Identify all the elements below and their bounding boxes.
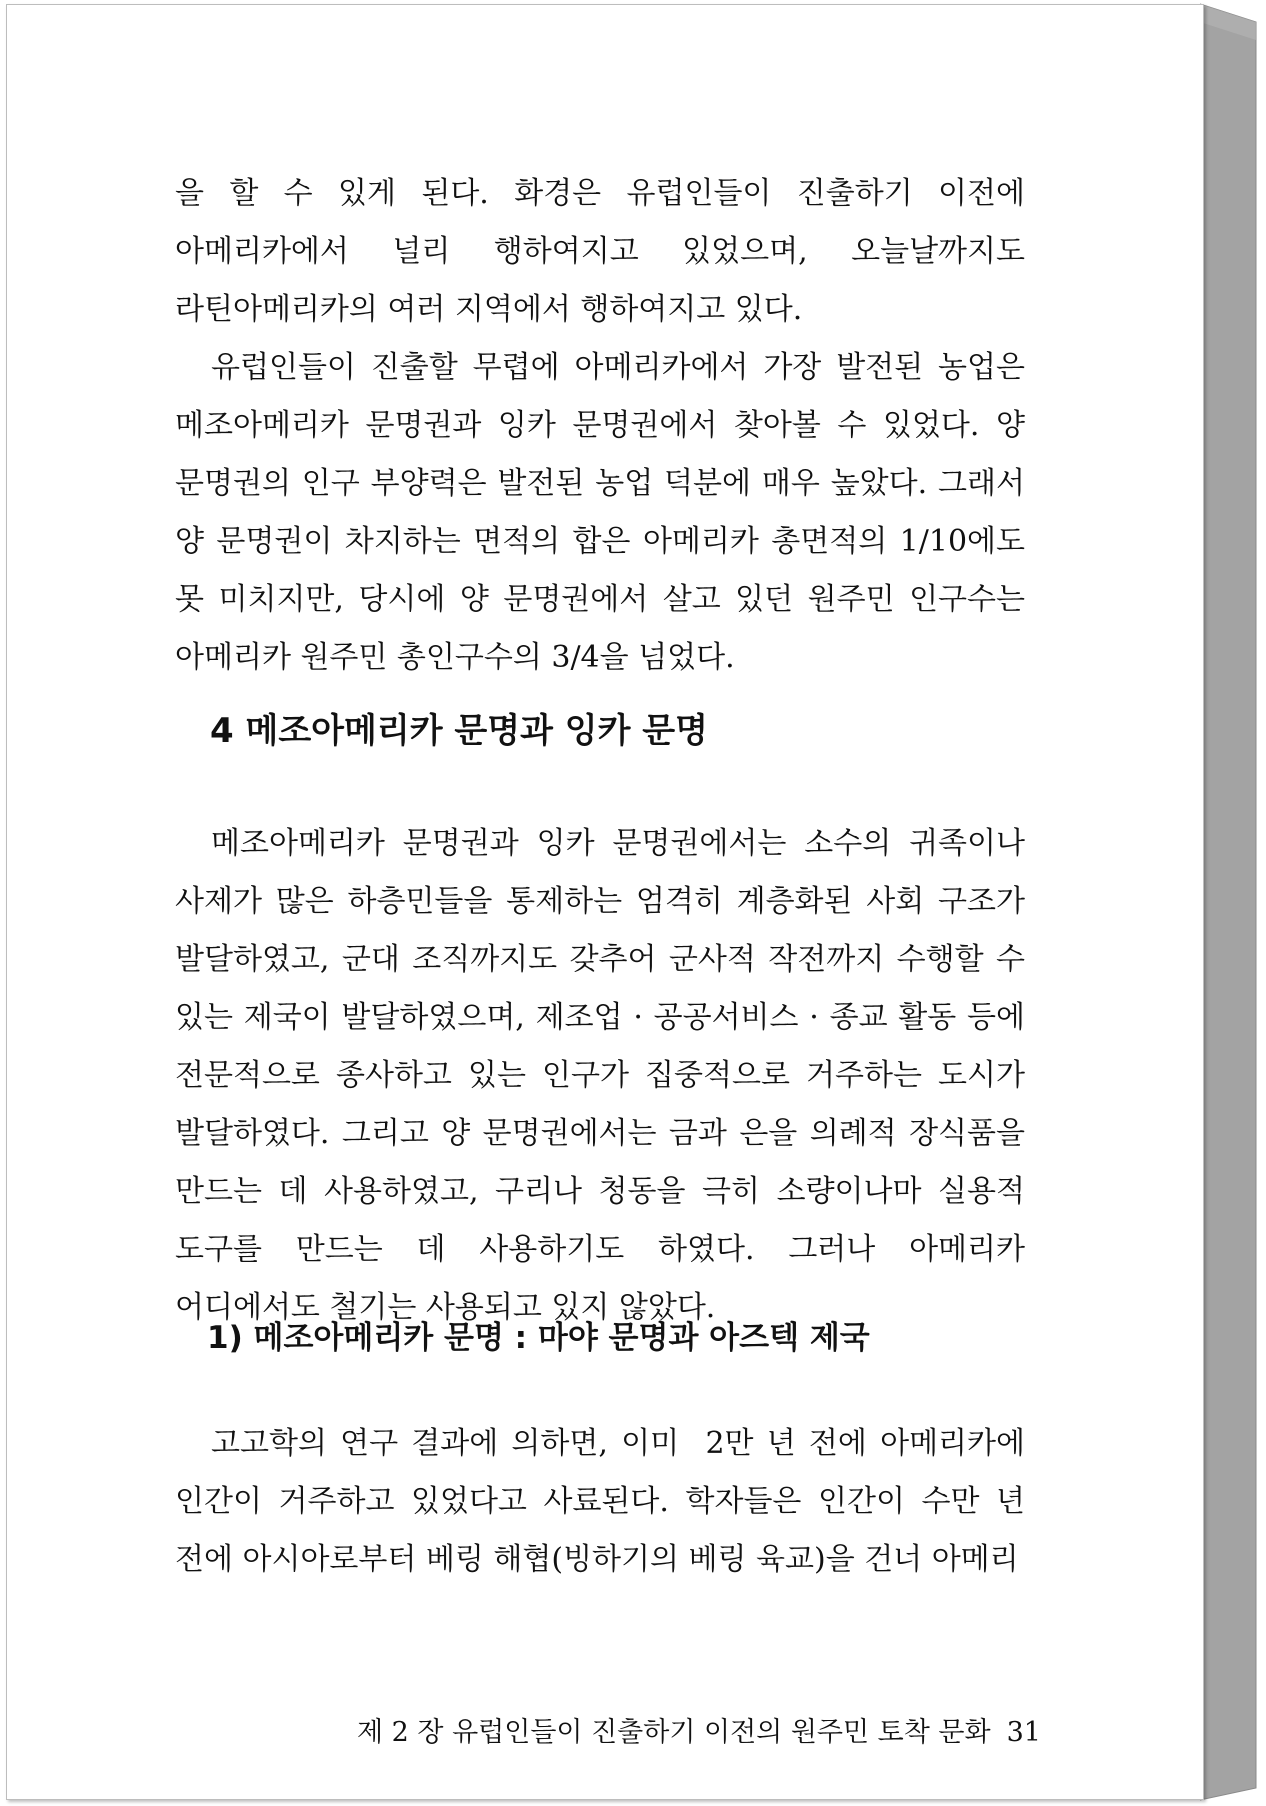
paragraph-agriculture: 유럽인들이 진출할 무렵에 아메리카에서 가장 발전된 농업은 메조아메리카 문명권과 잉카 문명권에서 찾아볼 수 있었다. 양 문명권의 인구 부양력은 발전된 농업 덕분에 매우 높았다. 그래서 양 문명권이 차지하는 면적의 합은 아메리카 총면적의 1/10에도 못 미치지만, 당시에 양 문명권에서 살고 있던 원주민 인구수는 아메리카 원주민 총인구수의 3/4을 넘었다.: [175, 350, 1035, 675]
page-number: 31: [1006, 1717, 1041, 1748]
section-heading: 4 메조아메리카 문명과 잉카 문명: [210, 711, 708, 751]
section-body: [175, 815, 1035, 1337]
subsection-heading: 1) 메조아메리카 문명 : 마야 문명과 아즈텍 제국: [207, 1320, 870, 1356]
body-text-top: [175, 165, 1035, 687]
paragraph-continuation: 을 할 수 있게 된다. 화경은 유럽인들이 진출하기 이전에 아메리카에서 널리 행하여지고 있었으며, 오늘날까지도 라틴아메리카의 여러 지역에서 행하여지고 있다.: [175, 176, 1035, 327]
book-spine: [1200, 0, 1266, 1806]
paragraph-archaeology: 고고학의 연구 결과에 의하면, 이미 2만 년 전에 아메리카에 인간이 거주하고 있었다고 사료된다. 학자들은 인간이 수만 년 전에 아시아로부터 베링 해협(빙하기의 베링 육교)을 건너 아메리: [175, 1426, 1035, 1577]
book-page: [6, 4, 1204, 1800]
paragraph-civilizations: 메조아메리카 문명권과 잉카 문명권에서는 소수의 귀족이나 사제가 많은 하층민들을 통제하는 엄격히 계층화된 사회 구조가 발달하였고, 군대 조직까지도 갖추어 군사적 작전까지 수행할 수 있는 제국이 발달하였으며, 제조업 · 공공서비스 · 종교 활동 등에 전문적으로 종사하고 있는 인구가 집중적으로 거주하는 도시가 발달하였다. 그리고 양 문명권에서는 금과 은을 의례적 장식품을 만드는 데 사용하였고, 구리나 청동을 극히 소량이나마 실용적 도구를 만드는 데 사용하기도 하였다. 그러나 아메리카 어디에서도 철기는 사용되고 있지 않았다.: [175, 826, 1035, 1325]
running-head: 제 2 장 유럽인들이 진출하기 이전의 원주민 토착 문화: [357, 1717, 991, 1748]
subsection-body: [175, 1415, 1035, 1589]
page-footer: [357, 1715, 1041, 1751]
